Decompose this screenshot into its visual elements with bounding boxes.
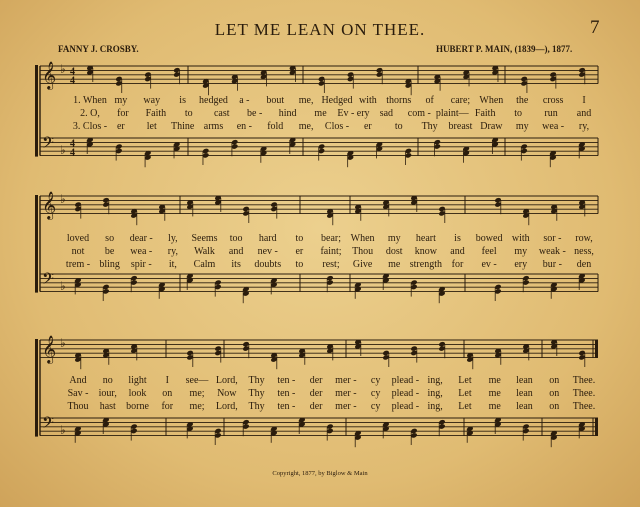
lyric-syllable: lean [516, 401, 533, 412]
lyric-syllable: cy [370, 388, 381, 399]
lyric-syllable: be [104, 246, 115, 257]
lyric-syllable: me [388, 259, 401, 270]
lyric-syllable: mer - [335, 375, 357, 386]
lyric-syllable: Thy [421, 121, 438, 132]
lyric-syllable: Thou [67, 401, 89, 412]
lyric-syllable: for [161, 401, 174, 412]
lyric-syllable: Thee. [572, 375, 596, 386]
lyric-syllable: with [358, 95, 377, 106]
lyric-syllable: me, [298, 121, 314, 132]
lyric-syllable: and [576, 108, 592, 119]
time-signature: 4 [70, 147, 75, 159]
lyric-syllable: me [314, 108, 327, 119]
lyric-syllable: Ev - ery [337, 108, 370, 119]
lyric-syllable: wea - [542, 121, 565, 132]
lyric-syllable: let [146, 121, 157, 132]
bass-clef: 𝄢 [42, 270, 55, 292]
lyric-syllable: the [516, 95, 529, 106]
key-signature-flat: ♭ [60, 62, 66, 76]
verse-line [0, 375, 640, 387]
lyric-syllable: Lord, [215, 401, 238, 412]
lyric-syllable: Draw [480, 121, 503, 132]
lyric-syllable: for [117, 108, 129, 119]
lyric-syllable: en - [236, 121, 253, 132]
lyric-syllable: mer - [335, 401, 357, 412]
lyric-syllable: Sav - [67, 388, 89, 399]
composer-credit: HUBERT P. MAIN, (1839—), 1877. [436, 44, 573, 54]
lyric-syllable: faint; [320, 246, 342, 257]
lyric-syllable: me; [189, 388, 205, 399]
lyric-syllable: a - [239, 95, 250, 106]
lyric-syllable: no [102, 375, 113, 386]
lyric-syllable: ery [514, 259, 528, 270]
key-signature-flat: ♭ [60, 192, 66, 206]
treble-clef: 𝄞 [42, 335, 57, 363]
lyric-syllable: der [309, 401, 323, 412]
time-signature: 4 [70, 138, 75, 150]
lyric-syllable: my [114, 95, 128, 106]
lyric-syllable: When [350, 233, 375, 244]
lyric-syllable: on [162, 388, 173, 399]
lyric-syllable: Let [458, 401, 472, 412]
lyric-syllable: trem - [65, 259, 91, 270]
lyric-syllable: know [414, 246, 437, 257]
lyric-syllable: to [184, 108, 193, 119]
lyric-syllable: Faith [145, 108, 167, 119]
lyric-syllable: hard [258, 233, 277, 244]
verse-line [0, 121, 640, 133]
lyric-syllable: cy [370, 375, 381, 386]
key-signature-flat: ♭ [60, 279, 66, 293]
lyric-syllable: me [488, 375, 501, 386]
lyric-syllable: plead - [391, 388, 420, 399]
lyric-syllable: nev - [257, 246, 278, 257]
lyric-syllable: rest; [322, 259, 340, 270]
lyric-syllable: Thy [248, 388, 265, 399]
lyric-syllable: borne [126, 401, 149, 412]
lyric-syllable: spir - [130, 259, 152, 270]
lyric-syllable: Walk [194, 246, 215, 257]
lyric-syllable: 2. O, [80, 108, 100, 119]
lyric-syllable: on [549, 401, 560, 412]
lyric-syllable: Thee. [572, 401, 596, 412]
lyric-syllable: mer - [335, 388, 357, 399]
lyric-syllable: thorns [386, 95, 412, 106]
lyric-syllable: ing, [427, 375, 443, 386]
lyric-syllable: bowed [475, 233, 503, 244]
lyric-syllable: cross [542, 95, 564, 106]
verse-line [0, 388, 640, 400]
lyric-syllable: Thou [352, 246, 374, 257]
treble-clef: 𝄞 [42, 61, 57, 89]
lyric-syllable: 1. When [73, 95, 107, 106]
lyric-syllable: of [425, 95, 434, 106]
lyric-syllable: wea - [130, 246, 153, 257]
lyric-syllable: ev - [481, 259, 497, 270]
treble-clef: 𝄞 [42, 191, 57, 219]
lyric-syllable: so [105, 233, 115, 244]
lyric-syllable: me [488, 388, 501, 399]
lyric-syllable: fold [267, 121, 284, 132]
lyric-syllable: er [295, 246, 304, 257]
key-signature-flat: ♭ [60, 336, 66, 350]
lyric-syllable: sor - [543, 233, 562, 244]
lyric-syllable: run [544, 108, 558, 119]
lyric-syllable: bout [266, 95, 285, 106]
lyric-syllable: ry, [578, 121, 590, 132]
lyric-syllable: ly, [168, 233, 178, 244]
lyric-syllable: my [515, 121, 529, 132]
lyric-syllable: Seems [191, 233, 218, 244]
lyric-syllable: der [309, 388, 323, 399]
lyric-syllable: bling [99, 259, 120, 270]
lyric-syllable: Let [458, 388, 472, 399]
lyric-syllable: my [514, 246, 528, 257]
lyric-syllable: er [116, 121, 125, 132]
lyric-syllable: bear; [321, 233, 341, 244]
lyric-syllable: When [479, 95, 504, 106]
lyric-syllable: bur - [542, 259, 562, 270]
lyric-syllable: not [71, 246, 85, 257]
page-number: 7 [590, 17, 600, 38]
lyric-syllable: Thine [170, 121, 195, 132]
lyric-syllable: ten - [277, 401, 296, 412]
bass-clef: 𝄢 [42, 414, 55, 436]
lyricist-credit: FANNY J. CROSBY. [58, 44, 139, 54]
lyric-syllable: er [363, 121, 372, 132]
lyric-syllable: hind [278, 108, 297, 119]
lyric-syllable: way [143, 95, 161, 106]
lyric-syllable: plead - [391, 375, 420, 386]
lyric-syllable: dost [385, 246, 403, 257]
lyric-syllable: ry, [167, 246, 178, 257]
verse-line [0, 233, 640, 245]
lyric-syllable: me [488, 401, 501, 412]
lyric-syllable: to [394, 121, 403, 132]
lyric-syllable: cast [213, 108, 230, 119]
lyric-syllable: breast [448, 121, 473, 132]
lyric-syllable: to [295, 259, 304, 270]
lyric-syllable: too [229, 233, 243, 244]
final-barline [595, 340, 598, 358]
lyric-syllable: Faith [474, 108, 496, 119]
lyric-syllable: com - [407, 108, 431, 119]
lyric-syllable: feel [481, 246, 497, 257]
lyric-syllable: I [165, 375, 169, 386]
lyric-syllable: hedged [199, 95, 228, 106]
bass-clef: 𝄢 [42, 134, 55, 156]
lyric-syllable: its [231, 259, 241, 270]
lyric-syllable: ness, [574, 246, 594, 257]
lyric-syllable: doubts [254, 259, 282, 270]
lyric-syllable: ing, [427, 401, 443, 412]
lyric-syllable: Thee. [572, 388, 596, 399]
lyric-syllable: my [387, 233, 401, 244]
lyric-syllable: iour, [98, 388, 117, 399]
lyric-syllable: Thy [248, 401, 265, 412]
lyric-syllable: on [549, 388, 560, 399]
copyright-notice: Copyright, 1877, by Biglow & Main [272, 470, 368, 477]
lyric-syllable: heart [415, 233, 436, 244]
lyric-syllable: it, [168, 259, 177, 270]
lyric-syllable: on [549, 375, 560, 386]
lyric-syllable: Clos - [324, 121, 350, 132]
lyric-syllable: care; [450, 95, 471, 106]
lyric-syllable: light [128, 375, 147, 386]
key-signature-flat: ♭ [60, 423, 66, 437]
lyric-syllable: with [511, 233, 530, 244]
lyric-syllable: me, [298, 95, 314, 106]
lyric-syllable: is [179, 95, 186, 106]
lyric-syllable: to [295, 233, 304, 244]
lyric-syllable: den [576, 259, 592, 270]
lyric-syllable: ten - [277, 388, 296, 399]
lyric-syllable: And [69, 375, 87, 386]
lyric-syllable: for [451, 259, 464, 270]
lyric-syllable: Now [217, 388, 237, 399]
lyric-syllable: 3. Clos - [72, 121, 108, 132]
lyric-syllable: lean [516, 388, 533, 399]
verse-line [0, 259, 640, 271]
lyric-syllable: weak - [538, 246, 566, 257]
lyric-syllable: arms [203, 121, 224, 132]
lyric-syllable: and [228, 246, 244, 257]
lyric-syllable: to [514, 108, 523, 119]
verse-line [0, 108, 640, 120]
lyric-syllable: is [454, 233, 461, 244]
lyric-syllable: I [582, 95, 586, 106]
lyric-syllable: der [309, 375, 323, 386]
lyric-syllable: Calm [193, 259, 216, 270]
lyric-syllable: Let [458, 375, 472, 386]
lyric-syllable: be - [247, 108, 263, 119]
lyric-syllable: dear - [129, 233, 153, 244]
lyric-syllable: ing, [427, 388, 443, 399]
lyric-syllable: plaint— [435, 108, 469, 119]
key-signature-flat: ♭ [60, 143, 66, 157]
verse-line [0, 401, 640, 413]
lyric-syllable: Hedged [321, 95, 353, 106]
lyric-syllable: hast [99, 401, 116, 412]
verse-line [0, 95, 640, 107]
final-barline [595, 418, 598, 436]
lyric-syllable: plead - [391, 401, 420, 412]
lyric-syllable: row, [575, 233, 593, 244]
time-signature: 4 [70, 75, 75, 87]
lyric-syllable: Thy [248, 375, 265, 386]
lyric-syllable: cy [370, 401, 381, 412]
lyric-syllable: ten - [277, 375, 296, 386]
lyric-syllable: sad [379, 108, 394, 119]
lyric-syllable: Give [352, 259, 373, 270]
lyric-syllable: and [450, 246, 465, 257]
time-signature: 4 [70, 66, 75, 78]
hymn-title: LET ME LEAN ON THEE. [214, 20, 426, 39]
lyric-syllable: lean [516, 375, 533, 386]
lyric-syllable: strength [409, 259, 442, 270]
lyric-syllable: Lord, [215, 375, 238, 386]
lyric-syllable: loved [66, 233, 90, 244]
lyric-syllable: see— [185, 375, 209, 386]
lyric-syllable: me; [189, 401, 205, 412]
verse-line [0, 246, 640, 258]
lyric-syllable: look [128, 388, 147, 399]
